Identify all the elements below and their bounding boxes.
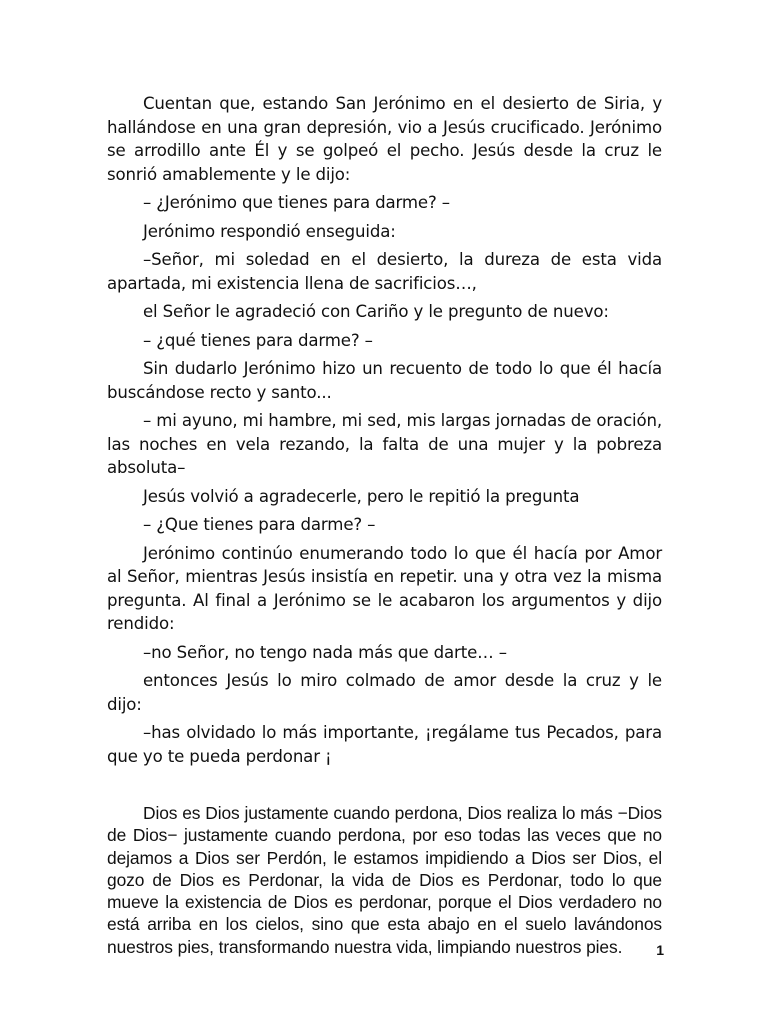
reflection-section <box>107 802 662 958</box>
story-paragraph: – ¿Jerónimo que tienes para darme? – <box>143 193 450 212</box>
story-paragraph: –Señor, mi soledad en el desierto, la dureza de esta vida apartada, mi existencia llena de sacrificios…, <box>107 250 662 293</box>
story-paragraph: –no Señor, no tengo nada más que darte… – <box>143 642 507 662</box>
story-paragraph: – ¿qué tienes para darme? – <box>143 330 373 350</box>
story-paragraph: Jesús volvió a agradecerle, pero le repitió la pregunta <box>143 486 580 506</box>
story-paragraph: entonces Jesús lo miro colmado de amor desde la cruz y le dijo: <box>107 671 662 714</box>
document-page <box>107 92 662 958</box>
story-paragraph: Jerónimo continúo enumerando todo lo que él hacía por Amor al Señor, mientras Jesús insistía en repetir. una y otra vez la misma pregunta. Al final a Jerónimo se le acabaron los argumentos y dijo rendido: <box>107 543 662 633</box>
story-paragraph: el Señor le agradeció con Cariño y le pregunto de nuevo: <box>143 302 609 321</box>
page-number: 1 <box>656 942 664 958</box>
story-paragraph: –has olvidado lo más importante, ¡regálame tus Pecados, para que yo te pueda perdonar ¡ <box>107 723 662 766</box>
story-paragraph: Cuentan que, estando San Jerónimo en el desierto de Siria, y hallándose en una gran depresión, vio a Jesús crucificado. Jerónimo se arrodillo ante Él y se golpeó el pecho. Jesús desde la cruz le sonrió amablemente y le dijo: <box>107 94 662 184</box>
story-paragraph: – mi ayuno, mi hambre, mi sed, mis largas jornadas de oración, las noches en vela rezando, la falta de una mujer y la pobreza absoluta– <box>107 411 662 477</box>
story-paragraph: – ¿Que tienes para darme? – <box>143 515 376 534</box>
story-paragraph: Jerónimo respondió enseguida: <box>143 221 396 241</box>
story-section <box>107 92 662 768</box>
reflection-paragraph: Dios es Dios justamente cuando perdona, Dios realiza lo más −Dios de Dios− justamente cuando perdona, por eso todas las veces que no dejamos a Dios ser Perdón, le estamos impidiendo a Dios ser Dios, el gozo de Dios es Perdonar, la vida de Dios es Perdonar, todo lo que mueve la existencia de Dios es perdonar, porque el Dios verdadero no está arriba en los cielos, sino que esta abajo en el suelo lavándonos nuestros pies, transformando nuestra vida, limpiando nuestros pies. <box>107 803 662 957</box>
story-paragraph: Sin dudarlo Jerónimo hizo un recuento de todo lo que él hacía buscándose recto y santo... <box>107 359 662 402</box>
